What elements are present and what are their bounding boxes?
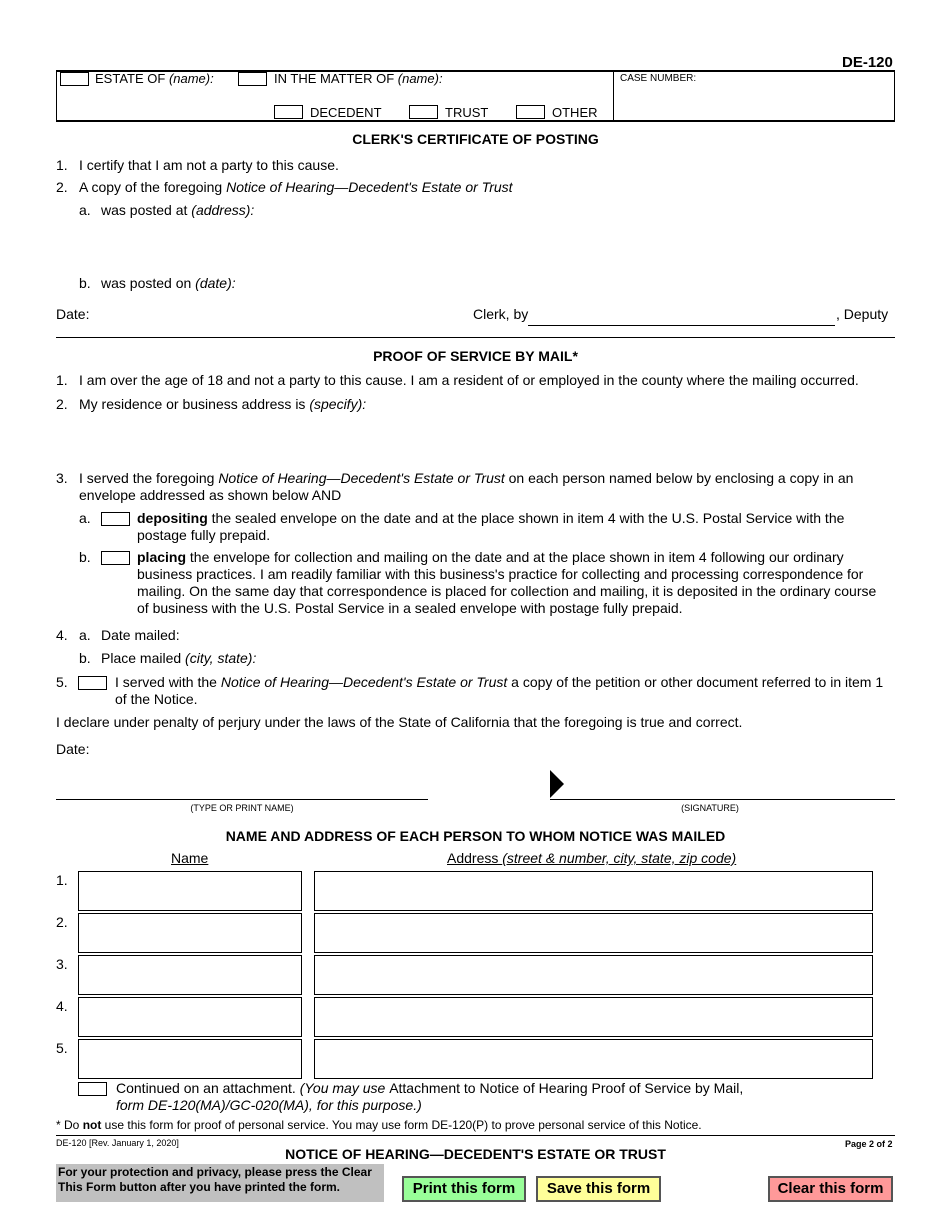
recipient-address-field[interactable] — [314, 1039, 873, 1079]
page-number: Page 2 of 2 — [845, 1139, 893, 1149]
proof-item-1-num: 1. — [56, 372, 68, 388]
clerk-item-2: A copy of the foregoing Notice of Hearing—Decedent's Estate or Trust — [79, 179, 513, 195]
date-mailed-label: Date mailed: — [101, 627, 180, 643]
proof-item-5: I served with the Notice of Hearing—Decedent's Estate or Trust a copy of the petition or other document referred to in item 1 of the Notice. — [115, 674, 884, 707]
mailing-row-number: 4. — [56, 998, 68, 1014]
recipient-address-field[interactable] — [314, 871, 873, 911]
placing-checkbox[interactable] — [101, 551, 130, 565]
proof-item-3a-letter: a. — [79, 510, 91, 526]
name-column-header: Name — [171, 850, 209, 866]
place-mailed-label: Place mailed (city, state): — [101, 650, 257, 666]
recipient-address-field[interactable] — [314, 997, 873, 1037]
proof-item-3b: placing the envelope for collection and mailing on the date and at the place shown in item 4 following our ordinary business practices. I am readily familiar with this business's practice for collecting and processing correspondence for mailing. On the same day that correspondence is placed for collection and mailing, it is deposited in the ordinary course of business with the U.S. Postal Service in a sealed envelope with postage fully prepaid. — [137, 549, 877, 616]
footer-divider — [56, 1135, 895, 1136]
continued-attachment-form: form DE-120(MA)/GC-020(MA), for this purpose.) — [116, 1097, 422, 1113]
address-column-header: Address (street & number, city, state, zip code) — [447, 850, 737, 866]
save-form-button[interactable]: Save this form — [536, 1176, 661, 1202]
form-id: DE-120 — [842, 54, 893, 71]
recipient-name-field[interactable] — [78, 1039, 302, 1079]
clerk-certificate-title: CLERK'S CERTIFICATE OF POSTING — [352, 131, 599, 147]
clerk-by-label: Clerk, by — [473, 306, 529, 322]
clerk-item-2a-letter: a. — [79, 202, 91, 218]
served-with-petition-checkbox[interactable] — [78, 676, 107, 690]
mailing-row-number: 1. — [56, 872, 68, 888]
proof-item-3-num: 3. — [56, 470, 68, 486]
mailing-row-number: 2. — [56, 914, 68, 930]
clerk-item-2-num: 2. — [56, 179, 68, 195]
decedent-label: DECEDENT — [310, 105, 382, 120]
clerk-item-1: I certify that I am not a party to this cause. — [79, 157, 339, 173]
privacy-notice: For your protection and privacy, please press the Clear This Form button after you have printed the form. — [56, 1164, 384, 1202]
estate-of-checkbox[interactable] — [60, 72, 89, 86]
recipient-address-field[interactable] — [314, 955, 873, 995]
print-form-button[interactable]: Print this form — [402, 1176, 526, 1202]
proof-item-3b-letter: b. — [79, 549, 91, 565]
proof-item-4a-letter: a. — [79, 627, 91, 643]
other-label: OTHER — [552, 105, 598, 120]
mailing-row-number: 3. — [56, 956, 68, 972]
proof-date-label: Date: — [56, 741, 90, 757]
clear-form-button[interactable]: Clear this form — [768, 1176, 893, 1202]
matter-of-label: IN THE MATTER OF (name): — [274, 71, 443, 86]
mailing-list-title: NAME AND ADDRESS OF EACH PERSON TO WHOM NOTICE WAS MAILED — [225, 828, 726, 844]
clerk-date-label: Date: — [56, 306, 90, 322]
continued-attachment-text: Continued on an attachment. (You may use Attachment to Notice of Hearing Proof of Service by Mail, — [116, 1080, 744, 1096]
proof-item-3: I served the foregoing Notice of Hearing—Decedent's Estate or Trust on each person named below by enclosing a copy in an envelope addressed as shown below AND — [79, 470, 854, 503]
clerk-item-1-num: 1. — [56, 157, 68, 173]
trust-checkbox[interactable] — [409, 105, 438, 119]
recipient-name-field[interactable] — [78, 913, 302, 953]
clerk-item-2b-letter: b. — [79, 275, 91, 291]
revision-date: DE-120 [Rev. January 1, 2020] — [56, 1138, 179, 1148]
recipient-name-field[interactable] — [78, 871, 302, 911]
section-divider — [56, 337, 895, 338]
recipient-name-field[interactable] — [78, 997, 302, 1037]
clerk-item-2a: was posted at (address): — [101, 202, 255, 218]
estate-of-label: ESTATE OF (name): — [95, 71, 214, 86]
matter-of-checkbox[interactable] — [238, 72, 267, 86]
continued-attachment-checkbox[interactable] — [78, 1082, 107, 1096]
clerk-item-2b: was posted on (date): — [101, 275, 236, 291]
deputy-label: , Deputy — [836, 306, 889, 322]
depositing-checkbox[interactable] — [101, 512, 130, 526]
signature-line — [550, 799, 895, 800]
trust-label: TRUST — [445, 105, 489, 120]
footnote: * Do not use this form for proof of personal service. You may use form DE-120(P) to prove personal service of this Notice. — [56, 1118, 702, 1132]
caption-divider — [613, 70, 614, 122]
proof-item-2: My residence or business address is (specify): — [79, 396, 367, 412]
proof-item-4b-letter: b. — [79, 650, 91, 666]
mailing-row-number: 5. — [56, 1040, 68, 1056]
declaration-text: I declare under penalty of perjury under the laws of the State of California that the foregoing is true and correct. — [56, 714, 743, 730]
print-name-line — [56, 799, 428, 800]
proof-item-1: I am over the age of 18 and not a party to this cause. I am a resident of or employed in the county where the mailing occurred. — [79, 372, 859, 388]
signature-arrow-icon — [550, 770, 564, 798]
proof-item-3a: depositing the sealed envelope on the date and at the place shown in item 4 with the U.S. Postal Service with the postage fully prepaid. — [137, 510, 845, 543]
proof-item-5-num: 5. — [56, 674, 68, 690]
footer-title: NOTICE OF HEARING—DECEDENT'S ESTATE OR TRUST — [285, 1146, 666, 1162]
recipient-address-field[interactable] — [314, 913, 873, 953]
signature-label: (SIGNATURE) — [681, 803, 739, 813]
clerk-signature-line — [528, 325, 835, 326]
proof-item-2-num: 2. — [56, 396, 68, 412]
recipient-name-field[interactable] — [78, 955, 302, 995]
decedent-checkbox[interactable] — [274, 105, 303, 119]
proof-item-4-num: 4. — [56, 627, 68, 643]
other-checkbox[interactable] — [516, 105, 545, 119]
proof-of-service-title: PROOF OF SERVICE BY MAIL* — [373, 348, 578, 364]
case-number-label: CASE NUMBER: — [620, 73, 697, 84]
type-print-name-label: (TYPE OR PRINT NAME) — [190, 803, 294, 813]
